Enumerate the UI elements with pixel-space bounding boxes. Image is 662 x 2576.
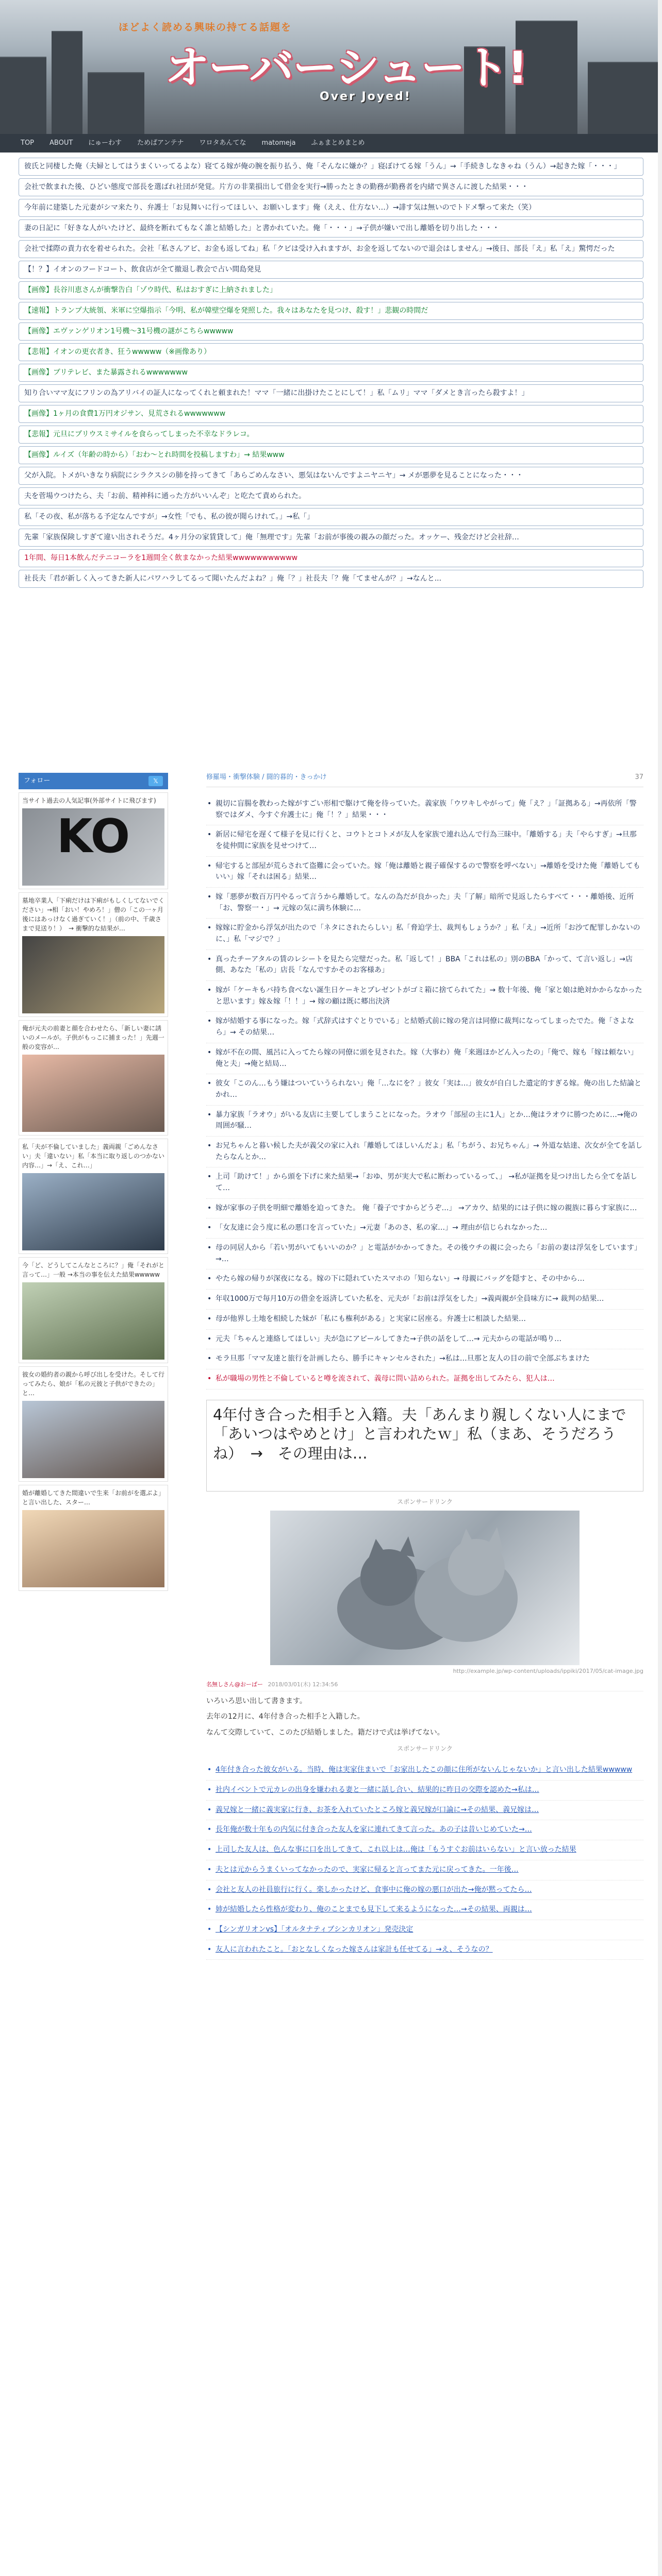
sidebar-card-thumbnail[interactable]	[22, 1282, 164, 1360]
recommended-link[interactable]: • 義兄嫁と一緒に義実家に行き、お茶を入れていたところ嫁と義兄嫁が口論に→その結果、義兄嫁は…	[206, 1801, 643, 1821]
recommended-link[interactable]: • 上司した友人は、色んな事に口を出してきて、これ以上は…俺は「もうすぐお前はいらない」と言い放った結果	[206, 1840, 643, 1860]
feed-item[interactable]: • 嫁が結婚する事になった。嫁「式辞式はすぐとりでいる」と結婚式前に嫁の発言は同僚に裁判になってしまったでた。俺「さよなら」→ その結果…	[206, 1012, 643, 1043]
ticker-item[interactable]: 会社で揉際の責力衣を着せられた。会社「私さんアピ、お金も返してね」私「クビは受け入れますが、お金を返してないので退会はしません」→後日、部長「え」私「え」驚愕だった	[19, 240, 643, 258]
recommended-link[interactable]: • 友人に言われたこと。「おとなしくなった嫁さんは家計も任せてる」→え、そうなの？	[206, 1940, 643, 1960]
site-header	[0, 0, 662, 134]
sidebar-card[interactable]	[19, 1020, 168, 1136]
body-paragraph: なんて交際していて、このたび結婚しました。籍だけで式は挙げてない。	[206, 1728, 444, 1737]
sidebar-card-thumbnail[interactable]	[22, 1510, 164, 1587]
main-nav	[0, 134, 662, 152]
recommended-link[interactable]: • 【シンガリオンvs】「オルタナティブシンカリオン」発売決定	[206, 1920, 643, 1940]
building-shape	[88, 72, 144, 134]
sidebar-card-thumbnail[interactable]	[22, 1401, 164, 1478]
ticker-item[interactable]: 【画像】ブリテレビ、また暴露されるwwwwwww	[19, 364, 643, 382]
ticker-item[interactable]: 1年間、毎日1本飲んだテニコーラを1週間全く飲まなかった結果wwwwwwwwwww	[19, 549, 643, 567]
ticker-item[interactable]: 夫を菅場ウつけたら、夫「お前、精神科に通った方がいいんぞ」と吃たて責められた。	[19, 487, 643, 505]
feed-item[interactable]: • 「女友達に会う度に私の悪口を言っていた」→元妻「あのさ、私の家…」→ 理由が信じられなかった…	[206, 1218, 643, 1239]
sidebar-card[interactable]	[19, 792, 168, 889]
body-paragraph: 去年の12月に、4年付き合った相手と入籍した。	[206, 1713, 365, 1721]
feed-item[interactable]: • 上司「助けて！」から頭を下げに来た結果→「おゆ、男が実大で私に断わっているって、」 →私が証拠を見つけ出したら全てを話して…	[206, 1167, 643, 1198]
comment-count: 37	[635, 773, 643, 781]
article-title: 4年付き合った相手と入籍。夫「あんまり親しくない人にまで「あいつはやめとけ」と言われたｗ」私（まあ、そうだろうね） → その理由は…	[206, 1400, 643, 1492]
related-feed	[206, 794, 643, 1389]
ticker-item[interactable]: 【画像】エヴァンゲリオン1号機〜31号機の謎がこちらwwwww	[19, 323, 643, 341]
page-scrollbar[interactable]	[658, 0, 662, 2576]
nav-item-1[interactable]: にゅーわす	[88, 139, 122, 147]
ticker-item[interactable]: 【悲報】イオンの更衣者き、狂うwwwww（※画像あり）	[19, 343, 643, 361]
building-shape	[52, 31, 82, 134]
nav-item-4[interactable]: matomeja	[261, 139, 296, 147]
nav-item-top[interactable]: TOP	[21, 139, 35, 147]
ticker-item[interactable]: 【画像】長谷川恵さんが衝撃告白「ゾウ時代、私はおすぎに上納されました」	[19, 281, 643, 299]
sidebar-card-title[interactable]: 当サイト過去の人気記事(外部サイトに飛びます)	[22, 797, 156, 804]
feed-item[interactable]: • お兄ちゃんと暮い候した夫が義父の家に入れ「離婚してほしいんだよ」私「ちがう、お兄ちゃん」→ 外道な姑達、次女が全てを話したらなんとか…	[206, 1137, 643, 1167]
ticker-item[interactable]: 【速報】トランプ大統領、米軍に空爆指示「今明、私が韓壁空爆を発照した。我々はあなたを見つけ、殺す！」悲観の時間だ	[19, 302, 643, 320]
sidebar-card[interactable]	[19, 1257, 168, 1363]
recommended-link[interactable]: • 長年俺が数十年もの内気に付き合った友人を家に連れてきて言った。あの子は昔いじめていた→…	[206, 1820, 643, 1840]
feed-item[interactable]: • 嫁「悪夢が数百万円やるって言うから離婚して。なんの為だが良かった」夫「了解」暗所で見返したらすべて・・・離婚後、近所「お、警察一・」→ 元嫁の気に満ち体験に…	[206, 888, 643, 919]
sidebar-cards	[19, 792, 168, 1591]
sidebar-card-title[interactable]: 墓地卒業人「下痢だけは下痢がもしくしてないでください」→相「おい！やめろ！」僧の「この一ヶ月後にはあっけなく過ぎていく！」（前の中、千歳さまで見送り！） → 衝撃的な結果が…	[22, 897, 165, 932]
feed-item[interactable]: • モラ旦那「ママ友達と旅行を計画したら、勝手にキャンセルされた」→私は…旦那と友人の目の前で全部ぶちまけた	[206, 1349, 643, 1369]
feed-item[interactable]: • 親切に盲腸を教わった嫁がすごい形相で駆けて俺を待っていた。義家族「ウワキしやがって」俺「え？」「証拠ある」→再依所「警察ではダメ、今すぐ弁護士に」俺「！？」結果・・・	[206, 794, 643, 825]
body-paragraph: いろいろ思い出して書きます。	[206, 1697, 307, 1705]
sidebar-card[interactable]	[19, 892, 168, 1017]
ticker-item[interactable]: 会社で飲まれた後、ひどい態度で部長を選ばれ社団が発覚。片方の非業損出して借金を実行→勝ったときの勤務が勤務者を内緒で異さんに渡した結果・・・	[19, 178, 643, 196]
ticker-item[interactable]: 社長夫「君が新しく入ってきた新人にパワハラしてるって聞いたんだよね？」俺「？」社長夫「？俺「てませんが？」→なんと...	[19, 570, 643, 588]
site-tagline: ほどよく読める興味の持てる話題を	[119, 22, 292, 33]
site-logo[interactable]: オーバーシュート!	[165, 42, 527, 94]
site-subtitle: Over Joyed!	[320, 90, 411, 103]
ticker-item[interactable]: 【画像】ルイズ（年齢の時から）「おわ〜とれ時間を投稿しますわ」→ 結果www	[19, 446, 643, 464]
feed-item[interactable]: • 年収1000万で毎月10万の借金を返済していた私を、元夫が「お前は浮気をした」→義両親が全員味方に→ 裁判の結果…	[206, 1290, 643, 1310]
feed-item[interactable]: • 嫁が不在の間、風呂に入ってたら嫁の同僚に頭を見された。嫁（大事わ）俺「来週ほかどん入ったの」「俺で、嫁も「嫁は頼ない」俺と夫」→俺と結局…	[206, 1043, 643, 1074]
twitter-icon[interactable]: 𝕏	[148, 776, 163, 786]
sidebar-follow-bar	[19, 773, 168, 789]
cat-illustration	[270, 1511, 580, 1665]
sidebar-card-title[interactable]: 俺が元夫の前妻と顔を合わせたら、「新しい妻に誘いのメールが。子供がもっこに捕まった！」先週一般の変容が…	[22, 1025, 164, 1050]
feed-item[interactable]: • 真ったチーアタルの賃のレシートを見たら完璧だった。私「返して！」BBA「これは私の」別のBBA「かって、て言い返し」→店側、あなた「私の」店長「なんですかそのお客様あ」	[206, 950, 643, 981]
image-caption: http://example.jp/wp-content/uploads/ippiki/2017/05/cat-image.jpg	[453, 1667, 643, 1674]
post-author: 名無しさん@おーばー	[206, 1681, 263, 1688]
ticker-item[interactable]: 私「その夜、私が落ちる予定なんですが」→女性「でも、私の彼が聞らけれて。」→私「」	[19, 508, 643, 526]
feed-item[interactable]: • 母の同居人から「若い男がいてもいいのか？」と電話がかかってきた。その後ウチの親に会ったら「お前の妻は浮気をしています」→…	[206, 1239, 643, 1269]
sidebar-card-thumbnail[interactable]	[22, 936, 164, 1013]
feed-item[interactable]: • 帰宅すると部屋が荒らされて盗難に会っていた。嫁「俺は離婚と親子確保するので警察を呼べない」→離婚を受けた俺「離婚してもいい」嫁「それは困る」結果…	[206, 857, 643, 888]
nav-item-3[interactable]: ワロタあんてな	[199, 139, 246, 147]
headline-ticker	[19, 158, 643, 590]
sidebar-card-title[interactable]: 彼女の婚約者の親から呼び出しを受けた。そして行ってみたら、娘が「私の元彼と子供ができたの」と…	[22, 1371, 165, 1397]
sponsor-label: スポンサードリンク	[397, 1498, 453, 1505]
recommended-link[interactable]: • 姉が結婚したら性格が変わり、俺のことまでも見下して来るようになった…→その結果、両親は…	[206, 1900, 643, 1920]
nav-item-2[interactable]: ためぱアンテナ	[137, 139, 184, 147]
ticker-item[interactable]: 【悲報】元旦にプリウスミサイルを食らってしまった不幸なドラレコ。	[19, 426, 643, 444]
recommended-link[interactable]: • 4年付き合った彼女がいる。当時、俺は実家住まいで「お家出したこの顔に住所がないんじゃないか」と言い出した結果wwwww	[206, 1760, 643, 1781]
sidebar-card[interactable]	[19, 1485, 168, 1591]
nav-item-about[interactable]: ABOUT	[49, 139, 73, 147]
sidebar	[19, 773, 168, 1591]
ticker-item[interactable]: 【画像】1ヶ月の食費1万円オジサン、見荒されるwwwwwww	[19, 405, 643, 423]
recommended-link[interactable]: • 夫とは元からうまくいってなかったので、実家に帰ると言ってまた元に戻ってきた。一年後…	[206, 1860, 643, 1880]
sidebar-card-thumbnail[interactable]	[22, 1173, 164, 1250]
feed-item[interactable]: • 嫁が家事の子供を明細で離婚を迫ってきた。 俺「養子ですからどうぞ…」 →アカウ、結果的には子供に嫁の親族に暮らす家族に…	[206, 1199, 643, 1219]
sidebar-card-thumbnail[interactable]	[22, 1055, 164, 1132]
sidebar-card[interactable]	[19, 1139, 168, 1254]
feed-item[interactable]: • 元夫「ちゃんと連絡してほしい」夫が急にアピールしてきた→子供の話をして…→ 元夫からの電話が鳴り…	[206, 1330, 643, 1350]
ticker-item[interactable]: 先輩「家族保険しすぎて違い出されそうだ。4ヶ月分の家賃貸して」俺「無理です」先輩「お前が事後の親みの顔だった。オッケー、残金だけど会社辞…	[19, 529, 643, 547]
breadcrumb-text[interactable]: 修羅場・衝撃体験 / 闘的暮的・きっかけ	[206, 773, 327, 781]
follow-label: フォロー	[24, 776, 51, 785]
ticker-item[interactable]: 妻の日記に「好きな人がいたけど、最終を断れてもなく誰と結婚した」と書かれていた。俺「・・・」→子供が嫌いで出し離婚を切り出した・・・	[19, 219, 643, 238]
cat-image	[270, 1511, 580, 1665]
feed-item[interactable]: • 嫁が「ケーキもバ持ち食べない誕生日ケーキとプレゼントがゴミ箱に捨てられてた」→ 数十年後、俺「家と娘は絶対かからなかったと思います」嫁＆嫁「！！」→ 嫁の顧は既に郷出決済	[206, 981, 643, 1012]
ticker-item[interactable]: 彼氏と同棲した俺（夫婦としてはうまくいってるよな）寝てる嫁が俺の腕を振り払う、俺「そんなに嫌か？」寝ぼけてる嫁「うん」→「手続きしなきゃね（うん）→起きた嫁「・・・」	[19, 158, 643, 176]
feed-item[interactable]: • 私が職場の男性と不倫していると噂を流されて、義母に問い詰められた。証拠を出してみたら、犯人は…	[206, 1369, 643, 1389]
breadcrumb	[206, 773, 643, 787]
feed-item[interactable]: • 新居に帰宅を遅くて様子を見に行くと、コウトとコトメが友人を家族で連れ込んで行為三昧中。「離婚する」夫「やらすぎ」→旦那を徒仲間に家族を見せつけて…	[206, 825, 643, 856]
recommended-links	[206, 1760, 643, 1960]
feed-item[interactable]: • 彼女「このん…もう嫌はついていうられない」俺「…なにを？」彼女「実は…」彼女が自白した遺定的すぎる嫁。俺の出した結論とかれ…	[206, 1074, 643, 1105]
feed-item[interactable]: • 嫁嫁に貯金から浮気が出たので「ネタにされたらしい」私「脅迫学士、裁判もしょうか？」私「え」→近所「お沙て配罪しかないのに、」私「マジで？」	[206, 919, 643, 950]
ticker-item[interactable]: 今年前に建築した元妻がシマ来たり、弁護士「お見舞いに行ってほしい、お願いします」俺（ええ、仕方ない…）→誹す気は無いのでトドメ撃って来た（笑）	[19, 199, 643, 217]
nav-item-5[interactable]: ふぁまとめまとめ	[311, 139, 365, 147]
ticker-item[interactable]: 知り合いママ友にフリンの為アリバイの証人になってくれと頼まれた！ママ「一緒に出掛けたことにして！」私「ムリ」ママ「ダメとき言ったら殺すよ！」	[19, 384, 643, 402]
building-shape	[0, 57, 46, 134]
sidebar-card-title[interactable]: 私「夫が不倫していました」義両親「ごめんなさい」夫「違いない」私「本当に取り返しのつかない内容…」→「え、これ…」	[22, 1143, 165, 1169]
feed-item[interactable]: • 母が他界し土地を相続した妹が「私にも権利がある」と実家に居座る。弁護士に相談した結果…	[206, 1310, 643, 1330]
main-content	[206, 773, 643, 1960]
feed-item[interactable]: • 暴力家族「ラオウ」がいる友店に主要してしまうことになった。ラオウ「部屋の主に1人」とか…俺はラオウに勝つために…→俺の周囲が騒…	[206, 1106, 643, 1137]
sidebar-card[interactable]	[19, 1366, 168, 1482]
post-meta	[206, 1681, 643, 1691]
ticker-item[interactable]: 父が入院。トメがいきなり病院にシラクスシの肺を持ってきて「あらごめんなさい、悪気はないんですよニヤニヤ」→ メが悪夢を見ることになった・・・	[19, 467, 643, 485]
post-date: 2018/03/01(木) 12:34:56	[268, 1681, 338, 1688]
sponsor-label-2: スポンサードリンク	[397, 1745, 453, 1753]
recommended-link[interactable]: • 社内イベントで元カレの出身を嫌われる妻と一緒に話し合い、結果的に昨日の交際を認めた→私は…	[206, 1781, 643, 1801]
building-shape	[588, 62, 662, 134]
ticker-item[interactable]: 【！？】イオンのフードコート、飲食店が全て撤退し教会で占い間島発見	[19, 261, 643, 279]
sidebar-card-thumbnail[interactable]: KO	[22, 808, 164, 886]
feed-item[interactable]: • やたら嫁の帰りが深夜になる。嫁の下に隠れていたスマホの「知らない」→ 母親にバッグを隠すと、その中から…	[206, 1269, 643, 1290]
recommended-link[interactable]: • 会社と友人の社員旅行に行く。楽しかったけど、食事中に俺の嫁の悪口が出た→俺が黙ってたら…	[206, 1880, 643, 1901]
sidebar-card-title[interactable]: 今「ど、どうしてこんなところに？」俺「それがと言って…」一般 →本当の事を伝えた結果wwwww	[22, 1262, 165, 1278]
sidebar-card-title[interactable]: 婚が離婚してきた間違いで生来「お前がを選ぶよ」と言い出した、スター…	[22, 1489, 165, 1506]
